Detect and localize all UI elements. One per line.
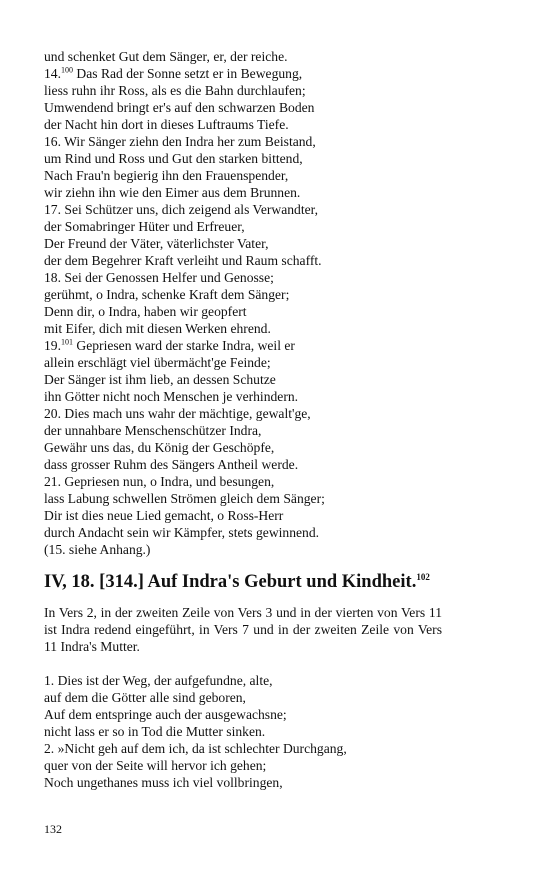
verse-text: dass grosser Ruhm des Sängers Antheil werde. [44, 457, 299, 472]
verse-text: um Rind und Ross und Gut den starken bittend, [44, 151, 303, 166]
verse-text: liess ruhn ihr Ross, als es die Bahn durchlaufen; [44, 83, 306, 98]
verse-text: (15. siehe Anhang.) [44, 542, 151, 557]
verse-line [44, 48, 444, 65]
verse-line [44, 672, 444, 689]
verse-text: Denn dir, o Indra, haben wir geopfert [44, 304, 247, 319]
verse-line [44, 167, 444, 184]
verse-text: gerühmt, o Indra, schenke Kraft dem Sänger; [44, 287, 290, 302]
verse-text: Der Sänger ist ihm lieb, an dessen Schutze [44, 372, 276, 387]
verse-line [44, 320, 444, 337]
verse-line [44, 252, 444, 269]
verse-line [44, 473, 444, 490]
verse-line [44, 422, 444, 439]
verse-line [44, 150, 444, 167]
page-content [44, 48, 444, 791]
verse-line [44, 740, 444, 757]
verse-number: 19. [44, 338, 61, 353]
verse-text: Nach Frau'n begierig ihn den Frauenspender, [44, 168, 289, 183]
verse-line [44, 371, 444, 388]
verse-text: und schenket Gut dem Sänger, er, der reiche. [44, 49, 288, 64]
verse-line [44, 774, 444, 791]
verse-text: wir ziehn ihn wie den Eimer aus dem Brunnen. [44, 185, 301, 200]
section-heading [44, 571, 444, 593]
verse-text: mit Eifer, dich mit diesen Werken ehrend. [44, 321, 271, 336]
verse-line [44, 405, 444, 422]
verse-line [44, 133, 444, 150]
verse-line [44, 82, 444, 99]
verse-line [44, 706, 444, 723]
verse-line [44, 507, 444, 524]
verse-line [44, 303, 444, 320]
verse-line [44, 388, 444, 405]
verse-line [44, 439, 444, 456]
verse-text: 18. Sei der Genossen Helfer und Genosse; [44, 270, 274, 285]
verse-line [44, 235, 444, 252]
verse-text: quer von der Seite will hervor ich gehen; [44, 758, 267, 773]
verse-text: 17. Sei Schützer uns, dich zeigend als Verwandter, [44, 202, 319, 217]
verse-line [44, 99, 444, 116]
verse-text: durch Andacht sein wir Kämpfer, stets gewinnend. [44, 525, 320, 540]
verse-text: Gepriesen ward der starke Indra, weil er [73, 338, 295, 353]
section-heading-text: IV, 18. [314.] Auf Indra's Geburt und Kindheit. [44, 572, 417, 592]
verse-line [44, 337, 444, 354]
verse-text: der unnahbare Menschenschützer Indra, [44, 423, 262, 438]
verse-text: 2. »Nicht geh auf dem ich, da ist schlechter Durchgang, [44, 741, 347, 756]
verse-text: Gewähr uns das, du König der Geschöpfe, [44, 440, 275, 455]
verse-block-bottom [44, 672, 444, 791]
verse-line [44, 184, 444, 201]
verse-line [44, 689, 444, 706]
verse-text: Umwendend bringt er's auf den schwarzen Boden [44, 100, 315, 115]
verse-line [44, 218, 444, 235]
verse-line [44, 286, 444, 303]
verse-text: Noch ungethanes muss ich viel vollbringen, [44, 775, 283, 790]
verse-text: der Nacht hin dort in dieses Luftraums Tiefe. [44, 117, 289, 132]
verse-text: Dir ist dies neue Lied gemacht, o Ross-Herr [44, 508, 284, 523]
verse-line [44, 116, 444, 133]
verse-text: ihn Götter nicht noch Menschen je verhindern. [44, 389, 299, 404]
verse-block-top [44, 48, 444, 558]
page-number: 132 [44, 822, 62, 836]
verse-line [44, 541, 444, 558]
verse-text: der Somabringer Hüter und Erfreuer, [44, 219, 245, 234]
verse-line [44, 201, 444, 218]
footnote-marker: 102 [416, 571, 430, 582]
verse-text: nicht lass er so in Tod die Mutter sinken. [44, 724, 266, 739]
verse-text: 20. Dies mach uns wahr der mächtige, gewalt'ge, [44, 406, 311, 421]
verse-line [44, 269, 444, 286]
verse-text: lass Labung schwellen Strömen gleich dem Sänger; [44, 491, 325, 506]
verse-line [44, 524, 444, 541]
verse-text: der dem Begehrer Kraft verleiht und Raum schafft. [44, 253, 322, 268]
verse-line [44, 65, 444, 82]
verse-line [44, 723, 444, 740]
verse-text: Das Rad der Sonne setzt er in Bewegung, [73, 66, 303, 81]
verse-text: 21. Gepriesen nun, o Indra, und besungen, [44, 474, 275, 489]
verse-text: Der Freund der Väter, väterlichster Vater, [44, 236, 269, 251]
verse-text: 1. Dies ist der Weg, der aufgefundne, alte, [44, 673, 273, 688]
verse-text: 16. Wir Sänger ziehn den Indra her zum Beistand, [44, 134, 316, 149]
verse-text: Auf dem entspringe auch der ausgewachsne; [44, 707, 287, 722]
footnote-marker: 100 [61, 65, 73, 75]
verse-text: allein erschlägt viel übermächt'ge Feinde; [44, 355, 271, 370]
verse-line [44, 757, 444, 774]
intro-paragraph: In Vers 2, in der zweiten Zeile von Vers 3 und in der vierten von Vers 11 ist Indra redend eingeführt, in Vers 7 und in der zweiten Zeile von Vers 11 Indra's Mutter. [44, 605, 442, 654]
verse-line [44, 456, 444, 473]
verse-line [44, 354, 444, 371]
verse-number: 14. [44, 66, 61, 81]
verse-text: auf dem die Götter alle sind geboren, [44, 690, 246, 705]
verse-line [44, 490, 444, 507]
footnote-marker: 101 [61, 337, 73, 347]
